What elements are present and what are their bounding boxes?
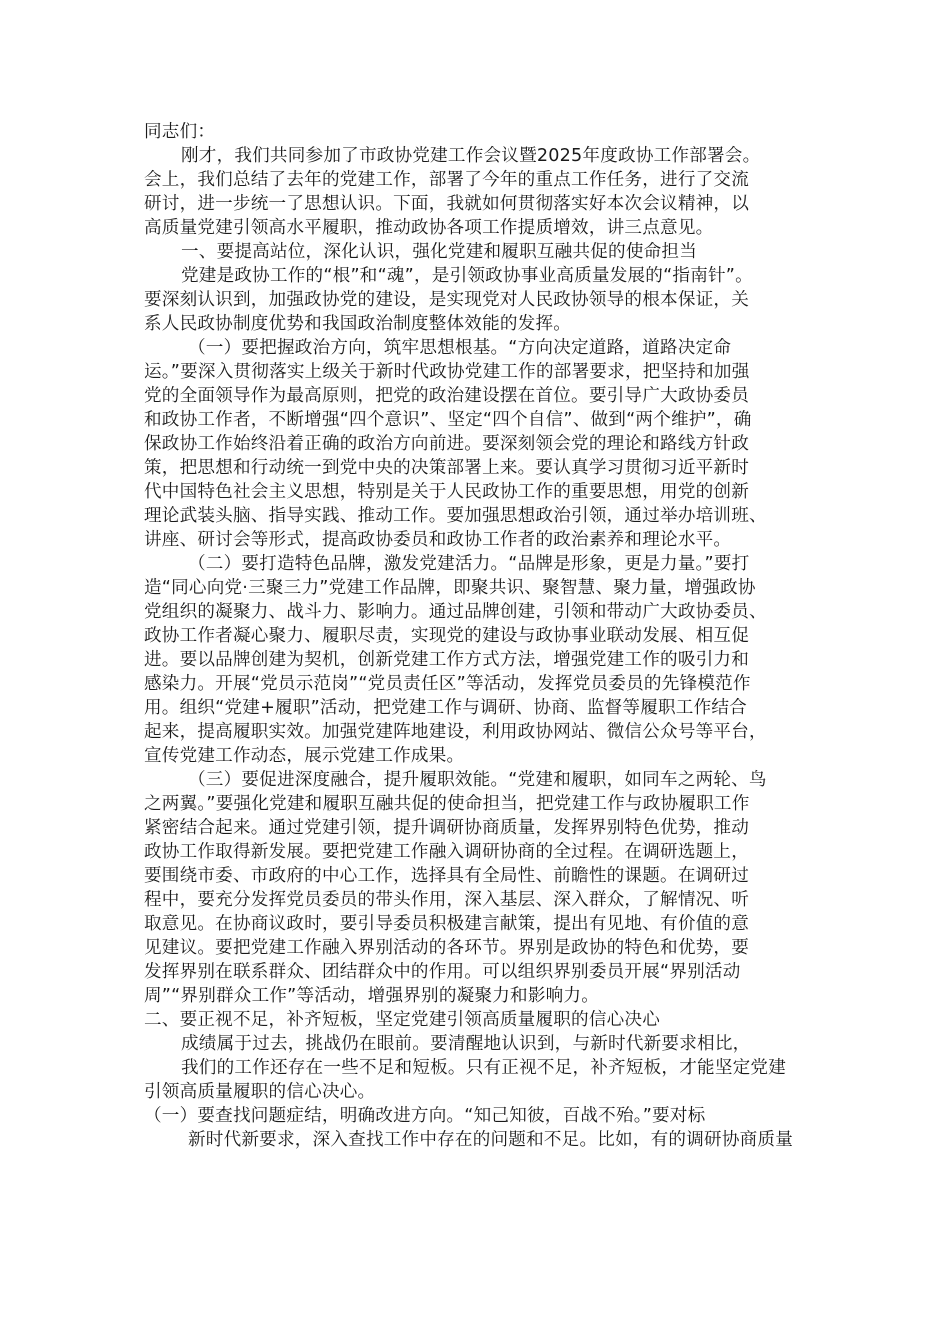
paragraph-line: 策，把思想和行动统一到党中央的决策部署上来。要认真学习贯彻习近平新时: [144, 458, 749, 478]
paragraph-line: 要围绕市委、市政府的中心工作，选择具有全局性、前瞻性的课题。在调研过: [144, 866, 749, 886]
paragraph-line: 政协工作者凝心聚力、履职尽责，实现党的建设与政协事业联动发展、相互促: [144, 626, 749, 646]
subsection-heading-1-3: （三）要促进深度融合，提升履职效能。“党建和履职，如同车之两轮、鸟: [188, 770, 767, 790]
paragraph-line: 起来，提高履职实效。加强党建阵地建设，利用政协网站、微信公众号等平台，: [144, 722, 767, 742]
subsection-heading-1-1: （一）要把握政治方向，筑牢思想根基。“方向决定道路，道路决定命: [188, 338, 732, 358]
paragraph-line: 政协工作取得新发展。要把党建工作融入调研协商的全过程。在调研选题上，: [144, 842, 749, 862]
paragraph-line: 要深刻认识到，加强政协党的建设，是实现党对人民政协领导的根本保证，关: [144, 290, 749, 310]
paragraph-line: 造“同心向党·三聚三力”党建工作品牌，即聚共识、聚智慧、聚力量，增强政协: [144, 578, 756, 598]
paragraph-line: 二、要正视不足，补齐短板，坚定党建引领高质量履职的信心决心: [144, 1010, 661, 1030]
section-heading-1: 一、要提高站位，深化认识，强化党建和履职互融共促的使命担当: [181, 242, 698, 262]
paragraph-line: 之两翼。”要强化党建和履职互融共促的使命担当，把党建工作与政协履职工作: [144, 794, 750, 814]
paragraph-line: 党组织的凝聚力、战斗力、影响力。通过品牌创建，引领和带动广大政协委员、: [144, 602, 767, 622]
paragraph-line: 理论武装头脑、指导实践、推动工作。要加强思想政治引领，通过举办培训班、: [144, 506, 767, 526]
salutation: 同志们：: [144, 122, 216, 142]
paragraph-line: （一）要查找问题症结，明确改进方向。“知己知彼，百战不殆。”要对标: [144, 1106, 706, 1126]
paragraph-line: 代中国特色社会主义思想，特别是关于人民政协工作的重要思想，用党的创新: [144, 482, 749, 502]
subsection-heading-1-2: （二）要打造特色品牌，激发党建活力。“品牌是形象，更是力量。”要打: [188, 554, 750, 574]
paragraph-line: 系人民政协制度优势和我国政治制度整体效能的发挥。: [144, 314, 572, 334]
paragraph-line: [144, 1152, 810, 1176]
paragraph-line: 党的全面领导作为最高原则，把党的政治建设摆在首位。要引导广大政协委员: [144, 386, 749, 406]
paragraph-line: 发挥界别在联系群众、团结群众中的作用。可以组织界别委员开展“界别活动: [144, 962, 741, 982]
paragraph-line: 运。”要深入贯彻落实上级关于新时代政协党建工作的部署要求，把坚持和加强: [144, 362, 750, 382]
paragraph-line: 宣传党建工作动态，展示党建工作成果。: [144, 746, 465, 766]
paragraph-line: 取意见。在协商议政时，要引导委员积极建言献策，提出有见地、有价值的意: [144, 914, 749, 934]
paragraph-line: 感染力。开展“党员示范岗”“党员责任区”等活动，发挥党员委员的先锋模范作: [144, 674, 751, 694]
paragraph-line: 见建议。要把党建工作融入界别活动的各环节。界别是政协的特色和优势，要: [144, 938, 749, 958]
document-body: [144, 120, 810, 1176]
paragraph-line: 刚才，我们共同参加了市政协党建工作会议暨2025年度政协工作部署会。: [181, 146, 761, 166]
paragraph-line: 党建是政协工作的“根”和“魂”，是引领政协事业高质量发展的“指南针”。: [181, 266, 753, 286]
paragraph-line: 保政协工作始终沿着正确的政治方向前进。要深刻领会党的理论和路线方针政: [144, 434, 749, 454]
subsection-heading-2-1: 新时代新要求，深入查找工作中存在的问题和不足。比如，有的调研协商质量: [188, 1130, 793, 1150]
paragraph-line: 会上，我们总结了去年的党建工作，部署了今年的重点工作任务，进行了交流: [144, 170, 749, 190]
paragraph-line: 我们的工作还存在一些不足和短板。只有正视不足，补齐短板，才能坚定党建: [181, 1058, 786, 1078]
paragraph-line: 进。要以品牌创建为契机，创新党建工作方式方法，增强党建工作的吸引力和: [144, 650, 749, 670]
paragraph-line: 紧密结合起来。通过党建引领，提升调研协商质量，发挥界别特色优势，推动: [144, 818, 749, 838]
paragraph-line: 讲座、研讨会等形式，提高政协委员和政协工作者的政治素养和理论水平。: [144, 530, 732, 550]
paragraph-line: 研讨，进一步统一了思想认识。下面，我就如何贯彻落实好本次会议精神，以: [144, 194, 749, 214]
paragraph-line: 程中，要充分发挥党员委员的带头作用，深入基层、深入群众，了解情况、听: [144, 890, 749, 910]
paragraph-line: 周”“界别群众工作”等活动，增强界别的凝聚力和影响力。: [144, 986, 599, 1006]
paragraph-line: 和政协工作者，不断增强“四个意识”、坚定“四个自信”、做到“两个维护”，确: [144, 410, 752, 430]
paragraph-line: 高质量党建引领高水平履职，推动政协各项工作提质增效，讲三点意见。: [144, 218, 714, 238]
section-heading-2: 成绩属于过去，挑战仍在眼前。要清醒地认识到，与新时代新要求相比，: [181, 1034, 751, 1054]
paragraph-line: 引领高质量履职的信心决心。: [144, 1082, 376, 1102]
paragraph-line: 用。组织“党建+履职”活动，把党建工作与调研、协商、监督等履职工作结合: [144, 698, 747, 718]
